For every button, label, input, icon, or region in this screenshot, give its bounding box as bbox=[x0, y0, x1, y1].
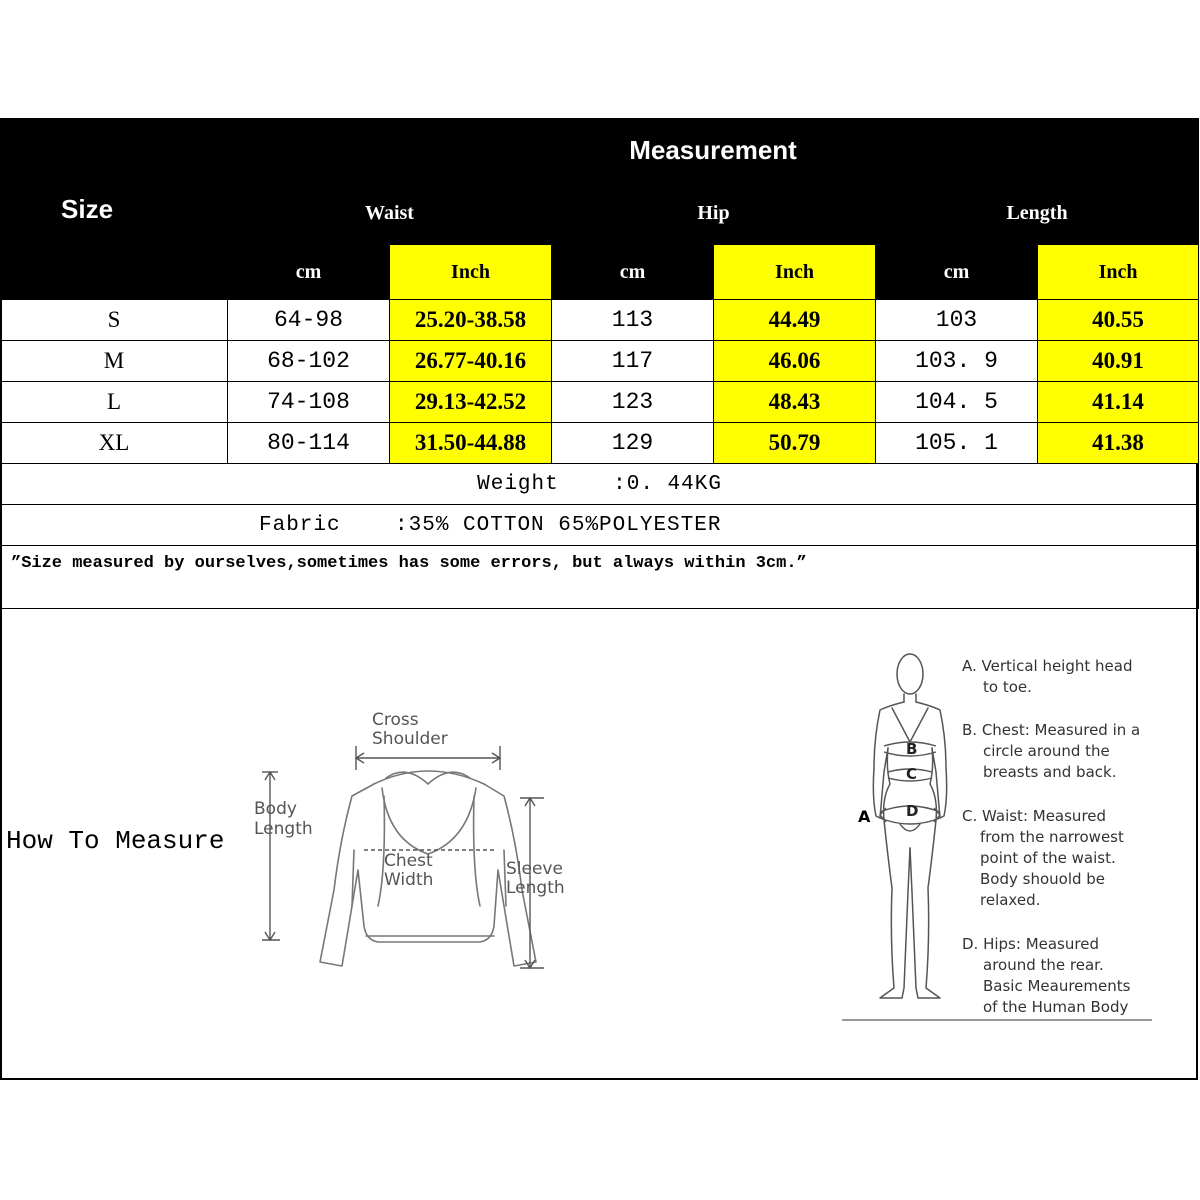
waist-header: Waist bbox=[228, 183, 552, 245]
sleeve-length-label-2: Length bbox=[506, 878, 565, 898]
desc-a bbox=[962, 656, 1132, 698]
table-row bbox=[1, 423, 1199, 464]
hip-inch-cell: 50.79 bbox=[714, 423, 876, 464]
point-d-label: D bbox=[906, 802, 919, 820]
length-inch-cell: 40.91 bbox=[1038, 341, 1199, 382]
hip-cm-cell: 117 bbox=[552, 341, 714, 382]
measurement-note: ”Size measured by ourselves,sometimes has some errors, but always within 3cm.” bbox=[1, 546, 1199, 609]
waist-inch-cell: 26.77-40.16 bbox=[390, 341, 552, 382]
point-c-label: C bbox=[906, 765, 918, 783]
hip-inch-cell: 44.49 bbox=[714, 300, 876, 341]
size-cell: M bbox=[1, 341, 228, 382]
hip-inch-cell: 46.06 bbox=[714, 341, 876, 382]
desc-c-line: C. Waist: Measured bbox=[962, 807, 1107, 825]
length-cm-cell: 103 bbox=[876, 300, 1038, 341]
table-row bbox=[1, 300, 1199, 341]
cross-shoulder-label-1: Cross bbox=[372, 710, 419, 730]
waist-inch-header: Inch bbox=[390, 245, 552, 300]
desc-d-line: Basic Meaurements bbox=[983, 977, 1131, 995]
waist-inch-cell: 25.20-38.58 bbox=[390, 300, 552, 341]
length-cm-cell: 104. 5 bbox=[876, 382, 1038, 423]
table-row bbox=[1, 382, 1199, 423]
waist-inch-cell: 31.50-44.88 bbox=[390, 423, 552, 464]
sleeve-length-label-1: Sleeve bbox=[506, 859, 563, 879]
waist-cm-cell: 74-108 bbox=[228, 382, 390, 423]
sweater-diagram bbox=[248, 700, 588, 990]
waist-cm-cell: 64-98 bbox=[228, 300, 390, 341]
hip-header: Hip bbox=[552, 183, 876, 245]
desc-c-line: from the narrowest bbox=[980, 828, 1124, 846]
size-chart-table bbox=[0, 118, 1199, 609]
point-a-label: A bbox=[858, 807, 871, 826]
desc-c bbox=[962, 806, 1124, 911]
desc-b bbox=[962, 720, 1140, 783]
desc-c-line: point of the waist. bbox=[980, 849, 1116, 867]
desc-c-line: Body shouold be bbox=[980, 870, 1106, 888]
body-length-label-2: Length bbox=[254, 819, 313, 839]
desc-b-line: B. Chest: Measured in a bbox=[962, 721, 1141, 739]
desc-d bbox=[962, 934, 1130, 1018]
waist-cm-cell: 80-114 bbox=[228, 423, 390, 464]
hip-cm-cell: 113 bbox=[552, 300, 714, 341]
length-cm-header: cm bbox=[876, 245, 1038, 300]
size-cell: L bbox=[1, 382, 228, 423]
size-cell: S bbox=[1, 300, 228, 341]
hip-cm-cell: 123 bbox=[552, 382, 714, 423]
waist-cm-header: cm bbox=[228, 245, 390, 300]
desc-a-line: to toe. bbox=[983, 678, 1032, 696]
desc-a-line: A. Vertical height head bbox=[962, 657, 1133, 675]
fabric-row: Fabric :35% COTTON 65%POLYESTER bbox=[1, 505, 1199, 546]
length-inch-cell: 41.14 bbox=[1038, 382, 1199, 423]
desc-c-line: relaxed. bbox=[980, 891, 1041, 909]
cross-shoulder-label-2: Shoulder bbox=[372, 729, 448, 749]
waist-inch-cell: 29.13-42.52 bbox=[390, 382, 552, 423]
desc-d-line: D. Hips: Measured bbox=[962, 935, 1099, 953]
length-cm-cell: 103. 9 bbox=[876, 341, 1038, 382]
point-b-label: B bbox=[906, 740, 918, 758]
length-inch-header: Inch bbox=[1038, 245, 1199, 300]
table-row bbox=[1, 341, 1199, 382]
body-length-label-1: Body bbox=[254, 799, 297, 819]
length-inch-cell: 41.38 bbox=[1038, 423, 1199, 464]
length-cm-cell: 105. 1 bbox=[876, 423, 1038, 464]
hip-inch-header: Inch bbox=[714, 245, 876, 300]
desc-d-line: around the rear. bbox=[983, 956, 1104, 974]
size-header: Size bbox=[1, 119, 228, 300]
chest-width-label-2: Width bbox=[384, 870, 434, 890]
desc-b-line: circle around the bbox=[983, 742, 1110, 760]
measurement-header: Measurement bbox=[228, 119, 1199, 183]
size-cell: XL bbox=[1, 423, 228, 464]
chest-width-label-1: Chest bbox=[384, 851, 433, 871]
how-to-measure-title: How To Measure bbox=[6, 826, 225, 856]
weight-row: Weight :0. 44KG bbox=[1, 464, 1199, 505]
hip-cm-cell: 129 bbox=[552, 423, 714, 464]
desc-d-line: of the Human Body bbox=[983, 998, 1129, 1016]
hip-cm-header: cm bbox=[552, 245, 714, 300]
waist-cm-cell: 68-102 bbox=[228, 341, 390, 382]
length-inch-cell: 40.55 bbox=[1038, 300, 1199, 341]
desc-b-line: breasts and back. bbox=[983, 763, 1117, 781]
hip-inch-cell: 48.43 bbox=[714, 382, 876, 423]
length-header: Length bbox=[876, 183, 1199, 245]
